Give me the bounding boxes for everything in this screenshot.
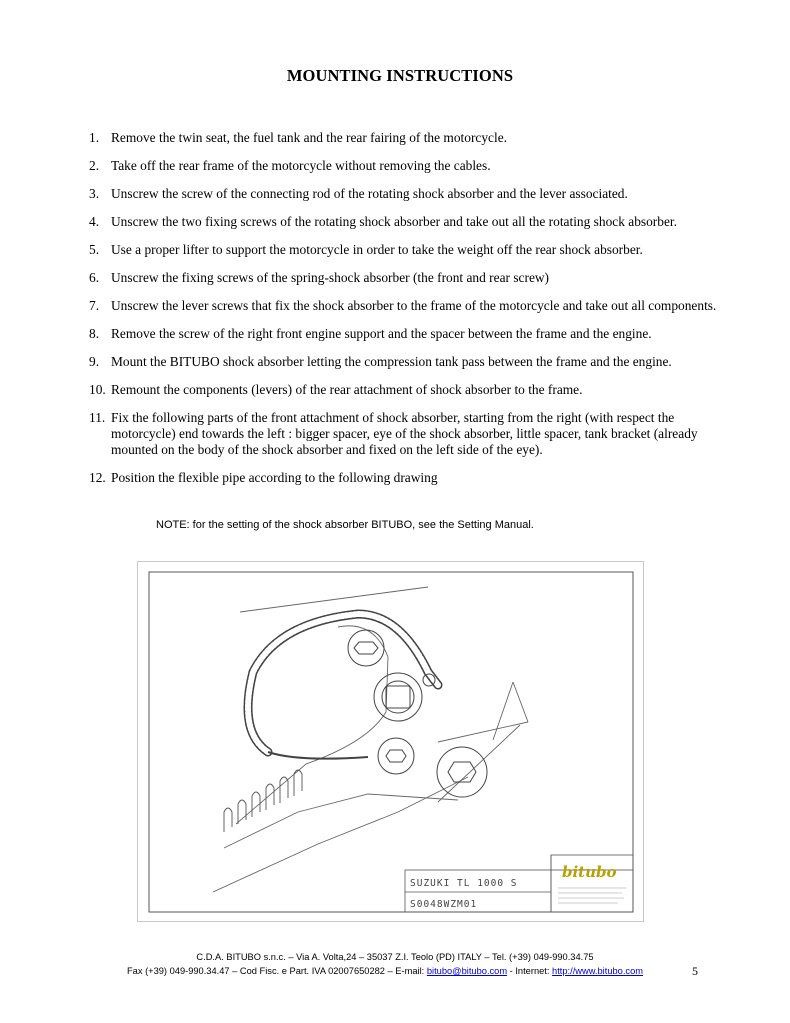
page-number: 5 (692, 964, 698, 978)
step-number: 8. (89, 326, 100, 341)
step-text: Unscrew the two fixing screws of the rotating shock absorber and take out all the rotating shock absorber. (111, 214, 677, 229)
step-number: 2. (89, 158, 100, 173)
instruction-step (89, 130, 739, 146)
page-title: MOUNTING INSTRUCTIONS (286, 66, 514, 85)
bitubo-logo: bitubo (562, 863, 617, 881)
instruction-step (89, 270, 739, 286)
step-text: Fix the following parts of the front attachment of shock absorber, starting from the right (with respect the motorcycle) end towards the left : bigger spacer, eye of the shock absorber, little spacer, tank bracket (already mounted on the body of the shock absorber and fixed on the left side of the eye). (111, 410, 698, 457)
email-link[interactable]: bitubo@bitubo.com (426, 966, 508, 976)
step-text: Take off the rear frame of the motorcycle without removing the cables. (111, 158, 491, 173)
model-label: SUZUKI TL 1000 S (410, 878, 518, 889)
instruction-list (89, 130, 739, 498)
step-text: Use a proper lifter to support the motorcycle in order to take the weight off the rear shock absorber. (111, 242, 643, 257)
website-link[interactable]: http://www.bitubo.com (552, 966, 643, 976)
setting-note: NOTE: for the setting of the shock absorber BITUBO, see the Setting Manual. (156, 519, 534, 531)
step-text: Unscrew the fixing screws of the spring-shock absorber (the front and rear screw) (111, 270, 550, 285)
step-number: 4. (89, 214, 100, 229)
step-number: 10. (89, 382, 106, 397)
shock-eye-center (374, 673, 435, 721)
step-number: 3. (89, 186, 100, 201)
step-number: 9. (89, 354, 100, 369)
instruction-step (89, 214, 739, 230)
instruction-step (89, 470, 739, 486)
instruction-step (89, 158, 739, 174)
instruction-step (89, 354, 739, 370)
instruction-step (89, 382, 739, 398)
bolt-right (437, 747, 487, 797)
drawing-code: S0048WZM01 (410, 899, 478, 910)
step-text: Position the flexible pipe according to the following drawing (111, 470, 438, 485)
instruction-step (89, 186, 739, 202)
step-number: 11. (89, 410, 106, 425)
step-text: Remove the screw of the right front engine support and the spacer between the frame and the engine. (111, 326, 652, 341)
instruction-step (89, 410, 739, 458)
step-number: 6. (89, 270, 100, 285)
step-text: Remove the twin seat, the fuel tank and the rear fairing of the motorcycle. (111, 130, 507, 145)
step-text: Unscrew the lever screws that fix the shock absorber to the frame of the motorcycle and take out all components. (111, 298, 717, 313)
step-number: 1. (89, 130, 100, 145)
step-text: Remount the components (levers) of the rear attachment of shock absorber to the frame. (111, 382, 583, 397)
step-number: 12. (89, 470, 106, 485)
footer-contacts (0, 966, 770, 976)
footer-fax-vat: Fax (+39) 049-990.34.47 – Cod Fisc. e Part. IVA 02007650282 – E-mail: (126, 966, 427, 976)
step-number: 5. (89, 242, 100, 257)
shock-eye-lower (378, 738, 414, 774)
step-text: Unscrew the screw of the connecting rod of the rotating shock absorber and the lever associated. (111, 186, 628, 201)
drawing-canvas (138, 562, 643, 921)
step-text: Mount the BITUBO shock absorber letting the compression tank pass between the frame and the engine. (111, 354, 672, 369)
instruction-step (89, 298, 739, 314)
footer-address: C.D.A. BITUBO s.n.c. – Via A. Volta,24 – 35037 Z.I. Teolo (PD) ITALY – Tel. (+39) 049-990.34.75 (196, 952, 594, 962)
instruction-step (89, 242, 739, 258)
footer-internet-label: - Internet: (507, 966, 553, 976)
shock-eye-upper (348, 630, 384, 666)
step-number: 7. (89, 298, 100, 313)
instruction-step (89, 326, 739, 342)
technical-drawing (137, 561, 644, 922)
title-block (405, 855, 633, 912)
